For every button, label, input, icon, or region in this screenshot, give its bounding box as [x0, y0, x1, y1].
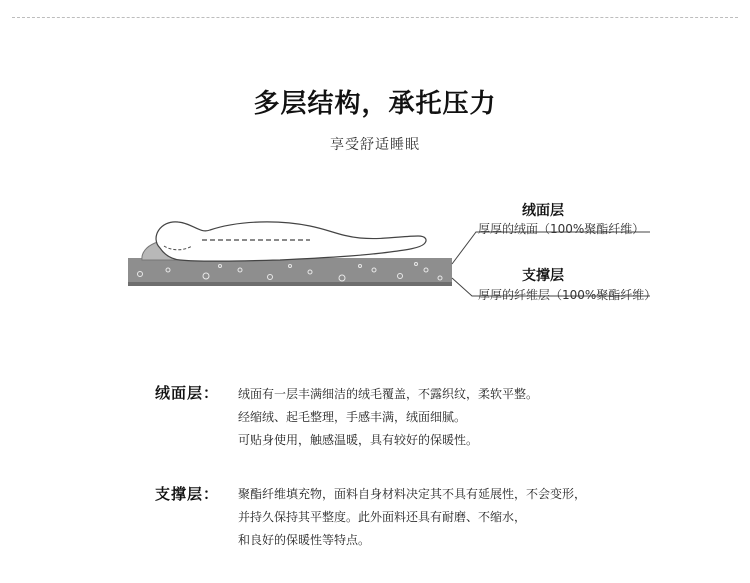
detail-line: 可贴身使用，触感温暖，具有较好的保暖性。	[238, 433, 479, 447]
mattress-slab	[128, 258, 452, 282]
top-dashed-divider	[12, 17, 738, 18]
page-subtitle: 享受舒适睡眠	[330, 137, 420, 153]
detail-line: 聚酯纤维填充物，面料自身材料决定其不具有延展性，不会变形，	[238, 487, 587, 501]
layer-label-velvet: 绒面层	[522, 203, 564, 219]
layer-label-support: 支撑层	[522, 268, 564, 284]
detail-line: 和良好的保暖性等特点。	[238, 533, 371, 547]
detail-text-support	[238, 483, 586, 552]
detail-line: 并持久保持其平整度。此外面料还具有耐磨、不缩水，	[238, 510, 527, 524]
layer-note-support: 厚厚的纤维层（100%聚酯纤维）	[478, 288, 657, 302]
detail-label-support: 支撑层：	[155, 485, 220, 503]
detail-text-velvet	[238, 383, 538, 452]
body-silhouette	[156, 222, 426, 261]
detail-line: 绒面有一层丰满细洁的绒毛覆盖，不露织纹，柔软平整。	[238, 387, 539, 401]
detail-line: 经缩绒、起毛整理，手感丰满，绒面细腻。	[238, 410, 467, 424]
page-title: 多层结构，承托压力	[253, 89, 497, 119]
layer-note-velvet: 厚厚的绒面（100%聚酯纤维）	[478, 222, 645, 236]
detail-label-velvet: 绒面层：	[155, 384, 220, 402]
